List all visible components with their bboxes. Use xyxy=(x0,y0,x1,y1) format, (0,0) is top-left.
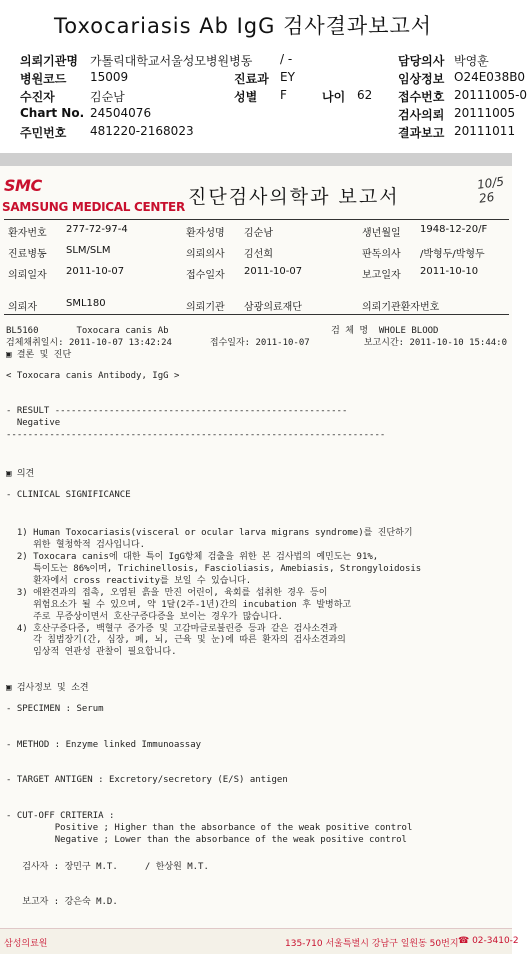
field-label: 주민번호 xyxy=(20,126,67,140)
report-line: ---------------------------------------------------------------------- xyxy=(6,430,386,441)
header-row xyxy=(0,52,512,69)
header-row xyxy=(0,70,526,87)
report-line: 보고자 : 강은숙 M.D. xyxy=(6,897,118,908)
field-label: 의뢰기관명 xyxy=(20,54,78,68)
report-line: 특이도는 86%이며, Trichinellosis, Fascioliasis, Amebiasis, Strongyloidosis xyxy=(6,564,422,574)
divider xyxy=(0,153,512,166)
field-value: 24504076 xyxy=(90,106,152,120)
report-line: - METHOD : Enzyme linked Immunoassay xyxy=(6,739,202,750)
info-label: 접수일자 xyxy=(186,270,225,281)
report-line: ▣ 의견 xyxy=(6,468,35,479)
field-label: 임상정보 xyxy=(398,72,445,86)
report-heading: 진단검사의학과 보고서 xyxy=(188,186,400,208)
info-label: 의뢰의사 xyxy=(186,249,225,260)
header-row xyxy=(0,124,516,141)
report-line: 위한 혈청학적 검사입니다. xyxy=(6,540,145,551)
field-label: Chart No. xyxy=(20,106,85,120)
rule xyxy=(4,314,509,315)
report-title: Toxocariasis Ab IgG 검사결과보고서 xyxy=(54,14,433,38)
info-label: 생년월일 xyxy=(362,228,401,239)
info-label: 판독의사 xyxy=(362,249,401,260)
report-line: 3) 애완견과의 접촉, 오염된 흙을 만진 어린이, 육회를 섭취한 경우 등이 xyxy=(6,587,328,598)
info-value: 2011-10-07 xyxy=(66,266,125,277)
report-line: 2) Toxocara canis에 대한 특이 IgG항체 검출을 위한 본 검사법의 예민도는 91%, xyxy=(6,552,379,563)
field-value: 가톨릭대학교서울성모병원병동 xyxy=(90,54,253,68)
info-value: 김순남 xyxy=(244,228,273,239)
info-label: 진료병동 xyxy=(8,249,47,260)
report-line: 위험요소가 될 수 있으며, 약 1달(2주-1년)간의 incubation 후 발병하고 xyxy=(6,599,352,610)
report-line: 4) 호산구증다증, 백혈구 증가증 및 고감마글로불린증 등과 같은 검사소견과 xyxy=(6,623,338,634)
report-line: ▣ 검사정보 및 소견 xyxy=(6,683,89,693)
field-value: 20111005-0 xyxy=(454,88,527,102)
info-value: 삼광의료재단 xyxy=(244,302,302,313)
report-footer xyxy=(0,928,519,954)
smc-logo: SMC xyxy=(4,176,42,195)
info-label: 의뢰자 xyxy=(8,302,37,313)
report-line: Positive ; Higher than the absorbance of the weak positive control xyxy=(6,822,413,833)
field-value: 20111011 xyxy=(454,124,516,138)
field-value: 20111005 xyxy=(454,106,516,120)
report-line: - RESULT ------------------------------------------------------ xyxy=(6,406,348,417)
lab-header xyxy=(0,0,527,152)
rule xyxy=(4,219,509,220)
field-value: O24E038B0 xyxy=(454,70,526,84)
field-label: 접수번호 xyxy=(398,90,445,104)
field-value: 박영훈 xyxy=(454,54,489,68)
field-value: 15009 xyxy=(90,70,129,84)
field-label: 나이 xyxy=(322,90,346,104)
info-label: 환자성명 xyxy=(186,228,225,239)
report-line: 각 침범장기(간, 심장, 폐, 뇌, 근육 및 눈)에 따른 환자의 검사소견과의 xyxy=(6,635,346,646)
report-line: - SPECIMEN : Serum xyxy=(6,703,104,714)
field-label: 담당의사 xyxy=(398,54,445,68)
scanned-report xyxy=(0,166,512,953)
header-row xyxy=(0,106,516,123)
report-line: - CLINICAL SIGNIFICANCE xyxy=(6,489,131,500)
info-label: 보고일자 xyxy=(362,270,401,281)
report-line: - CUT-OFF CRITERIA : xyxy=(6,810,115,821)
report-line: ▣ 결론 및 진단 xyxy=(6,349,72,360)
info-label: 의뢰일자 xyxy=(8,270,47,281)
field-label: 진료과 xyxy=(234,72,269,86)
info-label: 환자번호 xyxy=(8,228,47,239)
info-value: 김선희 xyxy=(244,249,273,260)
smc-logo-subtitle: SAMSUNG MEDICAL CENTER xyxy=(2,200,185,214)
field-label: 병원코드 xyxy=(20,72,67,86)
info-value: SML180 xyxy=(66,298,106,309)
report-line: 주로 무증상이면서 호산구증다증을 보이는 경우가 많습니다. xyxy=(6,611,283,622)
field-value: 481220-2168023 xyxy=(90,124,194,138)
header-row xyxy=(0,88,527,105)
field-label: 수진자 xyxy=(20,90,55,104)
report-line: 환자에서 cross reactivity를 보일 수 있습니다. xyxy=(6,575,252,586)
field-label: 성별 xyxy=(234,90,258,104)
handwritten-note: 10/5 26 xyxy=(476,174,505,206)
info-value: 1948-12-20/F xyxy=(420,224,488,235)
report-line: BL5160 Toxocara canis Ab 검 체 명 WHOLE BLOOD xyxy=(6,326,439,336)
field-value: 62 xyxy=(357,88,373,102)
info-value: /박형두/박형두 xyxy=(420,249,485,260)
report-line: Negative ; Lower than the absorbance of the weak positive control xyxy=(6,834,407,845)
report-line: < Toxocara canis Antibody, IgG > xyxy=(6,370,180,381)
report-line: - TARGET ANTIGEN : Excretory/secretory (E/S) antigen xyxy=(6,775,288,786)
report-line: 검사자 : 장민구 M.T. / 한상원 M.T. xyxy=(6,861,209,872)
report-line: 검체채취일시: 2011-10-07 13:42:24 접수일자: 2011-10-07 보고시간: 2011-10-10 15:44:0 xyxy=(6,337,508,348)
footer-phone: ☎ 02-3410-2 xyxy=(458,936,519,946)
info-value: SLM/SLM xyxy=(66,245,111,256)
field-value: 김순남 xyxy=(90,90,125,104)
field-value: F xyxy=(280,88,287,102)
field-label: 검사의뢰 xyxy=(398,108,445,122)
info-value: 2011-10-10 xyxy=(420,266,479,277)
report-line: 1) Human Toxocariasis(visceral or ocular larva migrans syndrome)를 진단하기 xyxy=(6,528,413,539)
report-line: 임상적 연관성 관찰이 필요합니다. xyxy=(6,647,177,658)
field-value: EY xyxy=(280,70,295,84)
report-line: Negative xyxy=(6,418,61,429)
footer-address: 135-710 서울특별시 강남구 일원동 50번지 xyxy=(285,939,459,949)
info-value: 2011-10-07 xyxy=(244,266,303,277)
info-value: 277-72-97-4 xyxy=(66,224,128,235)
field-label: 결과보고 xyxy=(398,126,445,140)
field-value: / - xyxy=(280,52,293,66)
info-label: 의뢰기관환자번호 xyxy=(362,302,440,313)
footer-org: 삼성의료원 xyxy=(4,939,48,949)
info-label: 의뢰기관 xyxy=(186,302,225,313)
